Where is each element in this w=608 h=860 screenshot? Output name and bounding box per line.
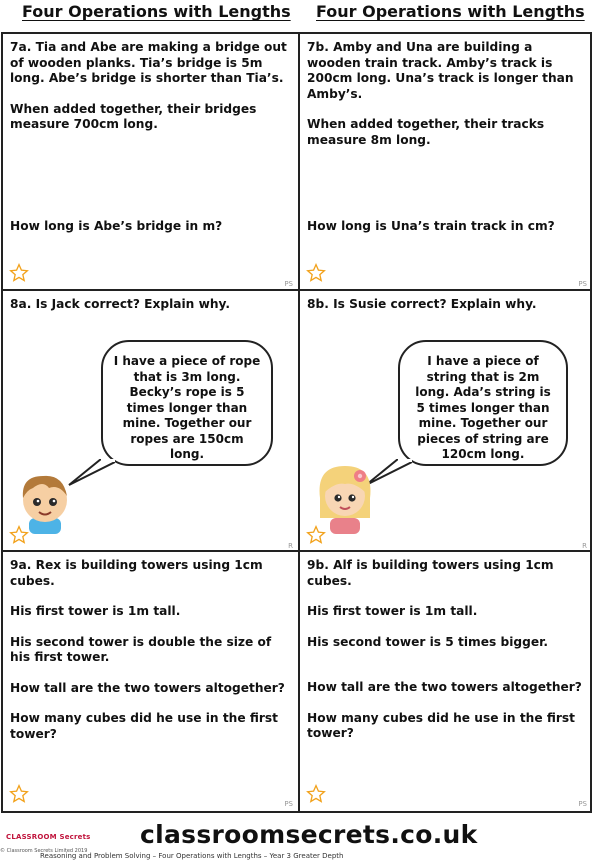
q9b-line4: How tall are the two towers altogether? [307, 680, 582, 694]
q9a-line3: His second tower is double the size of his first tower. [10, 634, 272, 664]
girl-avatar [314, 458, 376, 534]
q7b-code: PS [578, 280, 587, 288]
q9b-code: PS [578, 800, 587, 808]
footer-subtitle: Reasoning and Problem Solving – Four Operations with Lengths – Year 3 Greater Depth [40, 852, 344, 860]
star-icon [306, 525, 326, 545]
q8a-code: R [288, 542, 293, 550]
star-icon [306, 263, 326, 283]
q9a-intro: 9a. Rex is building towers using 1cm cubes. [10, 558, 263, 588]
copyright: © Classroom Secrets Limited 2019 [0, 848, 88, 854]
q7b-line2: When added together, their tracks measure 8m long. [307, 117, 545, 147]
page-title-left: Four Operations with Lengths [22, 2, 291, 21]
speech-bubble-jack [101, 340, 273, 466]
logo-text: CLASSROOM Secrets [6, 833, 91, 841]
star-icon [9, 525, 29, 545]
speech-bubble-susie [398, 340, 568, 466]
star-icon [9, 784, 29, 804]
q9b-intro: 9b. Alf is building towers using 1cm cubes. [307, 558, 554, 588]
q7b-intro: 7b. Amby and Una are building a wooden train track. Amby’s track is 200cm long. Una’s track is longer than Amby’s. [307, 40, 574, 101]
question-grid [1, 32, 592, 813]
star-icon [9, 263, 29, 283]
question-9b [300, 552, 592, 811]
q9b-line2: His first tower is 1m tall. [307, 604, 478, 618]
question-8a [3, 291, 298, 550]
q7a-question: How long is Abe’s bridge in m? [10, 219, 223, 233]
question-7a [3, 34, 298, 289]
question-8b [300, 291, 592, 550]
classroom-secrets-logo [6, 824, 91, 843]
star-icon [306, 784, 326, 804]
q9a-line5: How many cubes did he use in the first tower? [10, 711, 278, 741]
q9b-line3: His second tower is 5 times bigger. [307, 634, 548, 649]
q9a-code: PS [284, 800, 293, 808]
site-url: classroomsecrets.co.uk [140, 820, 478, 849]
q8a-speech: I have a piece of rope that is 3m long. Becky’s rope is 5 times longer than mine. Together our ropes are 150cm long. [113, 354, 261, 461]
page-title-right: Four Operations with Lengths [316, 2, 585, 21]
q8b-speech: I have a piece of string that is 2m long. Ada’s string is 5 times longer than mine. Together our pieces of string are 120cm long. [415, 354, 551, 461]
q7a-line2: When added together, their bridges measure 700cm long. [10, 101, 257, 131]
q7b-question: How long is Una’s train track in cm? [307, 219, 555, 233]
q9b-line5: How many cubes did he use in the first tower? [307, 710, 575, 740]
q7a-intro: 7a. Tia and Abe are making a bridge out of wooden planks. Tia’s bridge is 5m long. Abe’s bridge is shorter than Tia’s. [10, 40, 287, 85]
q8b-question: 8b. Is Susie correct? Explain why. [307, 297, 537, 311]
q9a-line2: His first tower is 1m tall. [10, 604, 181, 618]
q7a-code: PS [284, 280, 293, 288]
q8a-question: 8a. Is Jack correct? Explain why. [10, 297, 230, 311]
boy-avatar [15, 466, 75, 534]
q9a-line4: How tall are the two towers altogether? [10, 680, 285, 695]
question-9a [3, 552, 298, 811]
q8b-code: R [582, 542, 587, 550]
question-7b [300, 34, 592, 289]
